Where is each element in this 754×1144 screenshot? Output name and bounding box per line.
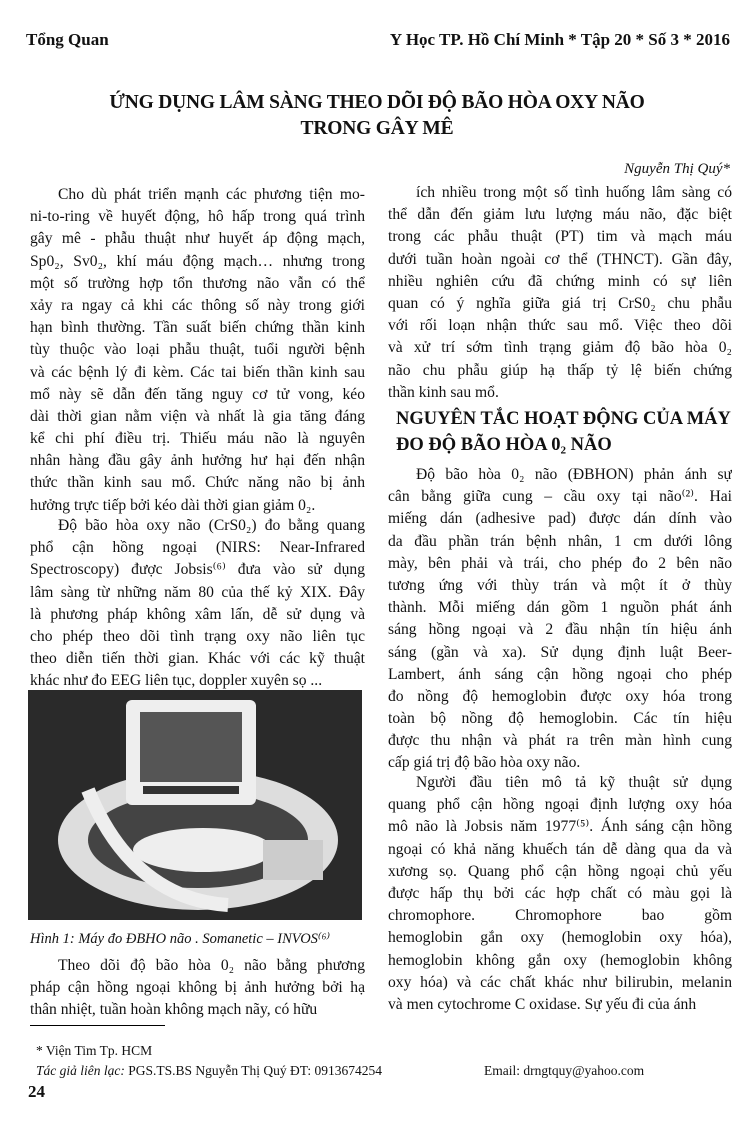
text-line: và các bệnh lý đi kèm. Các tai biến thần kinh sau [30, 363, 365, 381]
text-line: trong các phẫu thuật (PT) tim và mạch máu [388, 228, 732, 246]
text-line: gây mê - phẫu thuật như huyết áp động mạch, [30, 230, 365, 248]
text-line: hạn bình thường. Tần suất biến chứng thần kinh [30, 319, 365, 337]
text-line: quang phổ cận hồng ngoại định lượng oxy hóa [388, 796, 732, 814]
text-line: ni-to-ring về huyết động, hô hấp trong quá trình [30, 208, 365, 226]
email-footnote [484, 1063, 644, 1079]
text-line: khác như đo EEG liên tục, doppler xuyên sọ ... [30, 672, 323, 690]
text-line: tùy thuộc vào loại phẫu thuật, tuổi người bệnh [30, 341, 365, 359]
right-paragraph-3 [388, 772, 732, 1016]
text-line: tương ứng với thùy trán và một ít ở thùy [388, 576, 732, 594]
article-title-line2: TRONG GÂY MÊ [300, 118, 454, 139]
text-line: Spectroscopy) được Jobsis⁽⁶⁾ đưa vào sử dụng [30, 561, 365, 579]
text-line: pháp cận hồng ngoại không bị ảnh hưởng bởi hạ [30, 979, 365, 997]
footnote-divider [30, 1025, 165, 1026]
left-paragraph-1 [30, 184, 365, 517]
article-title-line1: ỨNG DỤNG LÂM SÀNG THEO DÕI ĐỘ BÃO HÒA OXY NÃO [109, 92, 645, 113]
text-line: đo nồng độ hemoglobin được oxy hóa trong [388, 687, 732, 705]
text-line: là phương pháp không xâm lấn, dễ sử dụng và [30, 605, 365, 623]
left-paragraph-3 [30, 955, 365, 1022]
text-line: Lambert, ánh sáng cận hồng ngoại cho phép [388, 665, 732, 683]
text-line: một số trường hợp tổn thương não vẫn có thể [30, 274, 365, 292]
right-paragraph-2 [388, 464, 732, 775]
affiliation-footnote: * Viện Tim Tp. HCM [36, 1043, 153, 1058]
text-line: mô não là Jobsis năm 1977⁽⁵⁾. Ánh sáng cận hồng [388, 818, 732, 836]
page-number: 24 [28, 1082, 45, 1101]
contact-info: PGS.TS.BS Nguyễn Thị Quý ĐT: 0913674254 [124, 1063, 382, 1078]
section-heading-line1: NGUYÊN TẮC HOẠT ĐỘNG CỦA MÁY [396, 409, 731, 429]
text-line: được thu nhận và phát ra trên màn hình cung [388, 732, 732, 750]
text-line: Độ bão hòa 0₂ não (ĐBHON) phản ánh sự [416, 466, 732, 483]
contact-label: Tác giả liên lạc: [36, 1063, 125, 1078]
email-label: Email: [484, 1063, 524, 1078]
right-paragraph-1 [388, 182, 732, 404]
figure-caption: Hình 1: Máy đo ĐBHO não . Somanetic – INVOS⁽⁶⁾ [30, 931, 331, 947]
text-line: cân bằng giữa cung – cầu oxy tại não⁽²⁾. Hai [388, 488, 732, 506]
text-line: được hấp thụ bởi các hợp chất có màu gọi là [388, 884, 732, 902]
text-line: sáng (gần và xa). Sử dụng định luật Beer- [388, 643, 732, 661]
text-line: và xử trí sớm tình trạng giảm độ bão hòa 0₂ [388, 339, 732, 357]
text-line: hưởng trực tiếp bởi kéo dài thời gian giảm 0₂. [30, 496, 316, 514]
text-line: thân nhiệt, tuần hoàn không mạch nãy, có hữu [30, 1001, 318, 1019]
text-line: xảy ra ngay cả khi các thông số này trong giới [30, 296, 365, 314]
text-line: dưới tuần hoàn ngoài cơ thể (THNCT). Gần đây, [388, 250, 732, 268]
text-line: quan có ý nghĩa giữa giá trị CrS0₂ chu phẫu [388, 294, 732, 312]
text-line: Theo dõi độ bão hòa 0₂ não bằng phương [58, 957, 365, 974]
monitor-device-image [28, 690, 362, 920]
text-line: oxy hóa) và các chất khác như bilirubin, melanin [388, 973, 732, 991]
email-link[interactable]: drngtquy@yahoo.com [523, 1063, 645, 1078]
text-line: lâm sàng từ những năm 80 của thế kỷ XIX. Đây [30, 583, 365, 601]
text-line: hemoglobin gắn oxy (hemoglobin oxy hóa), [388, 929, 732, 947]
text-line: sáng hồng ngoại và 2 đầu nhận tín hiệu ánh [388, 621, 732, 639]
text-line: chromophore. Chromophore bao gồm [388, 907, 732, 925]
text-line: não chu phẫu giúp hạ thấp tỷ lệ biến chứng [388, 361, 732, 379]
text-line: thành. Mỗi miếng dán gồm 1 nguồn phát ánh [388, 599, 732, 617]
text-line: mày, bên phải và trái, cho phép đo 2 bên não [388, 554, 732, 572]
text-line: phổ cận hồng ngoại (NIRS: Near-Infrared [30, 539, 365, 557]
text-line: thể dẫn đến giảm lưu lượng máu não, đặc biệt [388, 206, 732, 224]
text-line: thần kinh sau mổ. [388, 383, 499, 401]
text-line: Độ bão hòa oxy não (CrS0₂) đo bằng quang [58, 517, 365, 534]
section-heading-line2: ĐO ĐỘ BÃO HÒA 0₂ NÃO [396, 435, 612, 455]
text-line: Người đầu tiên mô tả kỹ thuật sử dụng [416, 774, 732, 791]
text-line: với rối loạn nhận thức sau mổ. Việc theo dõi [388, 317, 732, 335]
text-line: ngoại có khả năng khuếch tán dễ dàng qua da và [388, 840, 732, 858]
text-line: cấp giá trị độ bão hòa oxy não. [388, 754, 581, 772]
text-line: Cho dù phát triển mạnh các phương tiện mo- [58, 186, 365, 203]
text-line: theo diễn tiến thời gian. Khác với các kỹ thuật [30, 650, 365, 668]
contact-footnote [36, 1063, 382, 1079]
text-line: mổ này sẽ dẫn đến tăng nguy cơ tử vong, kéo [30, 385, 365, 403]
text-line: cho phép theo dõi tình trạng oxy não liên tục [30, 627, 365, 645]
text-line: thức thần kinh sau mổ. Chức năng não bị ảnh [30, 474, 365, 492]
text-line: và men cytochrome C oxidase. Sự yếu đi của ánh [388, 995, 697, 1013]
text-line: xương sọ. Quang phổ cận hồng ngoại chủ yếu [388, 862, 732, 880]
text-line: nhân hàng đầu gây ảnh hưởng hư hại đến nhận [30, 452, 365, 470]
text-line: miếng dán (adhesive pad) được dán dính vào [388, 510, 732, 528]
text-line: da đầu phần trán bệnh nhân, 1 cm dưới lông [388, 532, 732, 550]
text-line: kể chi phí điều trị. Thiếu máu não là nguyên [30, 430, 365, 448]
section-label: Tổng Quan [26, 30, 109, 49]
text-line: ích nhiều trong một số tình huống lâm sàng có [416, 184, 732, 201]
left-paragraph-2 [30, 515, 365, 693]
text-line: dài thời gian nằm viện và nhất là gia tăng đáng [30, 407, 365, 425]
text-line: nhiều nghiên cứu đã chứng minh có sự liên [388, 272, 732, 290]
text-line: Sp0₂, Sv0₂, khí máu động mạch… nhưng trong [30, 252, 365, 270]
text-line: hemoglobin không gắn oxy (hemoglobin không [388, 951, 732, 969]
author-name: Nguyễn Thị Quý* [624, 161, 730, 177]
figure-invos-monitor [28, 690, 362, 920]
journal-header: Y Học TP. Hồ Chí Minh * Tập 20 * Số 3 * 2016 [389, 30, 730, 49]
text-line: toàn bộ nồng độ hemoglobin. Các tín hiệu [388, 710, 732, 728]
